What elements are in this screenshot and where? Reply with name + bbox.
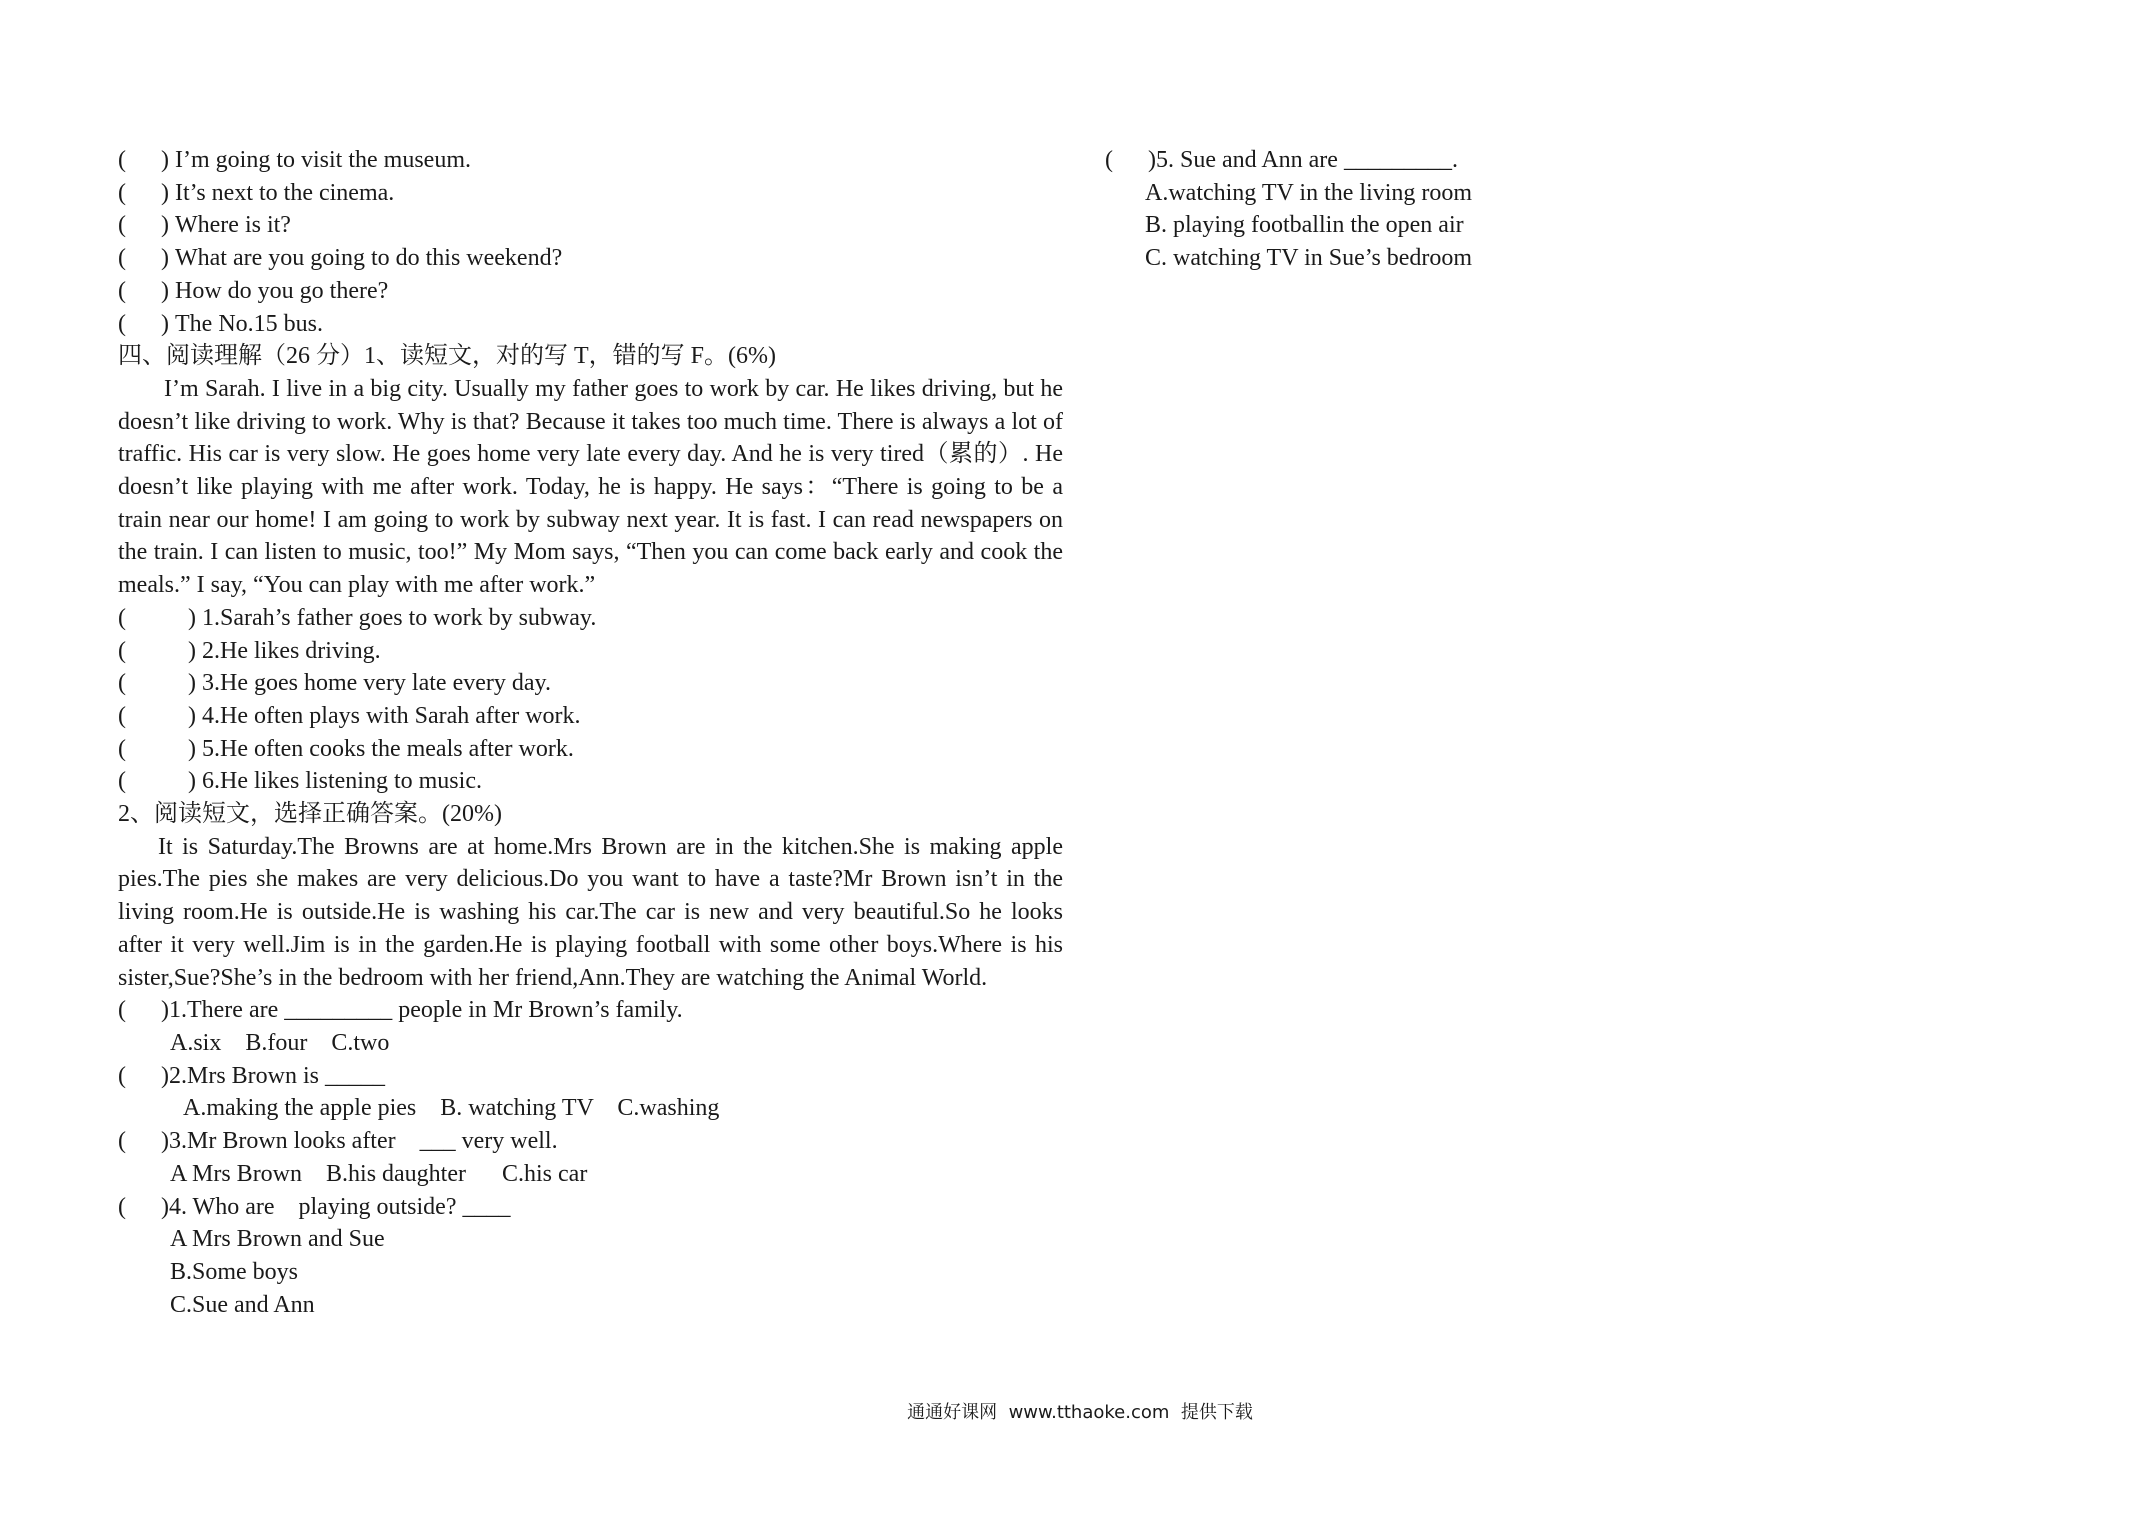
mc-question (118, 1125, 1063, 1158)
answer-paren: ( (118, 1062, 126, 1089)
matching-close: ) (161, 277, 169, 304)
answer-paren: ( (118, 604, 126, 631)
matching-item (118, 275, 1063, 308)
answer-paren: ( (118, 768, 126, 795)
matching-text: What are you going to do this weekend? (175, 245, 563, 272)
matching-item (118, 177, 1063, 210)
answer-paren: ( (118, 310, 126, 337)
left-column (118, 144, 1063, 1321)
mc-question (118, 994, 1063, 1027)
matching-text: Where is it? (175, 212, 291, 239)
mc-options: A.making the apple pies B. watching TV C.washing (183, 1095, 720, 1122)
mc-option: A.watching TV in the living room (1145, 179, 1473, 206)
question-text: )5. Sue and Ann are _________. (1148, 147, 1458, 173)
tf-item (118, 765, 1063, 798)
reading-passage-2: It is Saturday.The Browns are at home.Mrs Brown are in the kitchen.She is making apple pies.The pies she makes are very delicious.Do you want to have a taste?Mr Brown isn’t in the living room.He is outside.He is washing his car.The car is new and very beautiful.So he looks after it very well.Jim is in the garden.He is playing football with some other boys.Where is his sister,Sue?She’s in the bedroom with her friend,Ann.They are watching the Animal World. (118, 833, 1063, 991)
tf-text: ) 6.He likes listening to music. (188, 768, 482, 795)
mc-option: C.Sue and Ann (170, 1291, 315, 1318)
question-text: )3.Mr Brown looks after ___ very well. (161, 1128, 558, 1155)
matching-text: The No.15 bus. (175, 310, 323, 337)
tf-item (118, 667, 1063, 700)
matching-close: ) (161, 310, 169, 337)
mc-option: B. playing footballin the open air (1145, 212, 1464, 239)
tf-text: ) 3.He goes home very late every day. (188, 670, 551, 697)
mc-option: A Mrs Brown and Sue (170, 1226, 385, 1253)
tf-text: ) 1.Sarah’s father goes to work by subway. (188, 604, 597, 631)
mc-options: A Mrs Brown B.his daughter C.his car (170, 1160, 588, 1187)
answer-paren: ( (118, 277, 126, 304)
answer-paren: ( (118, 212, 126, 239)
answer-paren: ( (118, 670, 126, 697)
matching-close: ) (161, 179, 169, 206)
matching-item (118, 144, 1063, 177)
answer-paren: ( (118, 179, 126, 206)
question-text: )2.Mrs Brown is _____ (161, 1062, 386, 1089)
answer-paren: ( (118, 997, 126, 1024)
answer-paren: ( (118, 147, 126, 173)
answer-paren: ( (118, 637, 126, 664)
right-column (1105, 144, 1605, 275)
mc-option: B.Some boys (170, 1258, 299, 1285)
mc-option: C. watching TV in Sue’s bedroom (1145, 245, 1473, 272)
tf-text: ) 2.He likes driving. (188, 637, 381, 664)
tf-item (118, 700, 1063, 733)
answer-paren: ( (118, 1193, 126, 1220)
section-heading-2: 2、阅读短文，选择正确答案。(20%) (118, 801, 502, 828)
tf-item (118, 635, 1063, 668)
matching-item (118, 308, 1063, 341)
matching-text: It’s next to the cinema. (175, 179, 395, 206)
mc-options: A.six B.four C.two (170, 1029, 390, 1056)
mc-question (118, 1060, 1063, 1093)
tf-item (118, 602, 1063, 635)
answer-paren: ( (118, 245, 126, 272)
matching-item (118, 242, 1063, 275)
section-heading: 四、阅读理解（26 分）1、读短文，对的写 T，错的写 F。(6%) (118, 343, 776, 370)
answer-paren: ( (1105, 147, 1113, 173)
question-text: )1.There are _________ people in Mr Brown’s family. (161, 997, 683, 1024)
matching-close: ) (161, 147, 169, 173)
mc-question (1105, 144, 1605, 177)
answer-paren: ( (118, 1128, 126, 1155)
matching-text: I’m going to visit the museum. (175, 147, 471, 173)
matching-close: ) (161, 212, 169, 239)
tf-item (118, 733, 1063, 766)
tf-text: ) 4.He often plays with Sarah after work. (188, 702, 581, 729)
page-footer: 通通好课网 www.tthaoke.com 提供下载 (907, 1402, 1253, 1423)
reading-passage-1: I’m Sarah. I live in a big city. Usually my father goes to work by car. He likes driving, but he doesn’t like driving to work. Why is that? Because it takes too much time. There is always a lot of traffic. His car is very slow. He goes home very late every day. And he is very tired（累的）. He doesn’t like playing with me after work. Today, he is happy. He says：“There is going to be a train near our home! I am going to work by subway next year. It is fast. I can read newspapers on the train. I can listen to music, too!” My Mom says, “Then you can come back early and cook the meals.” I say, “You can play with me after work.” (118, 375, 1063, 599)
matching-text: How do you go there? (175, 277, 389, 304)
mc-question (118, 1191, 1063, 1224)
matching-item (118, 209, 1063, 242)
answer-paren: ( (118, 702, 126, 729)
matching-close: ) (161, 245, 169, 272)
answer-paren: ( (118, 735, 126, 762)
question-text: )4. Who are playing outside? ____ (161, 1193, 511, 1220)
tf-text: ) 5.He often cooks the meals after work. (188, 735, 574, 762)
